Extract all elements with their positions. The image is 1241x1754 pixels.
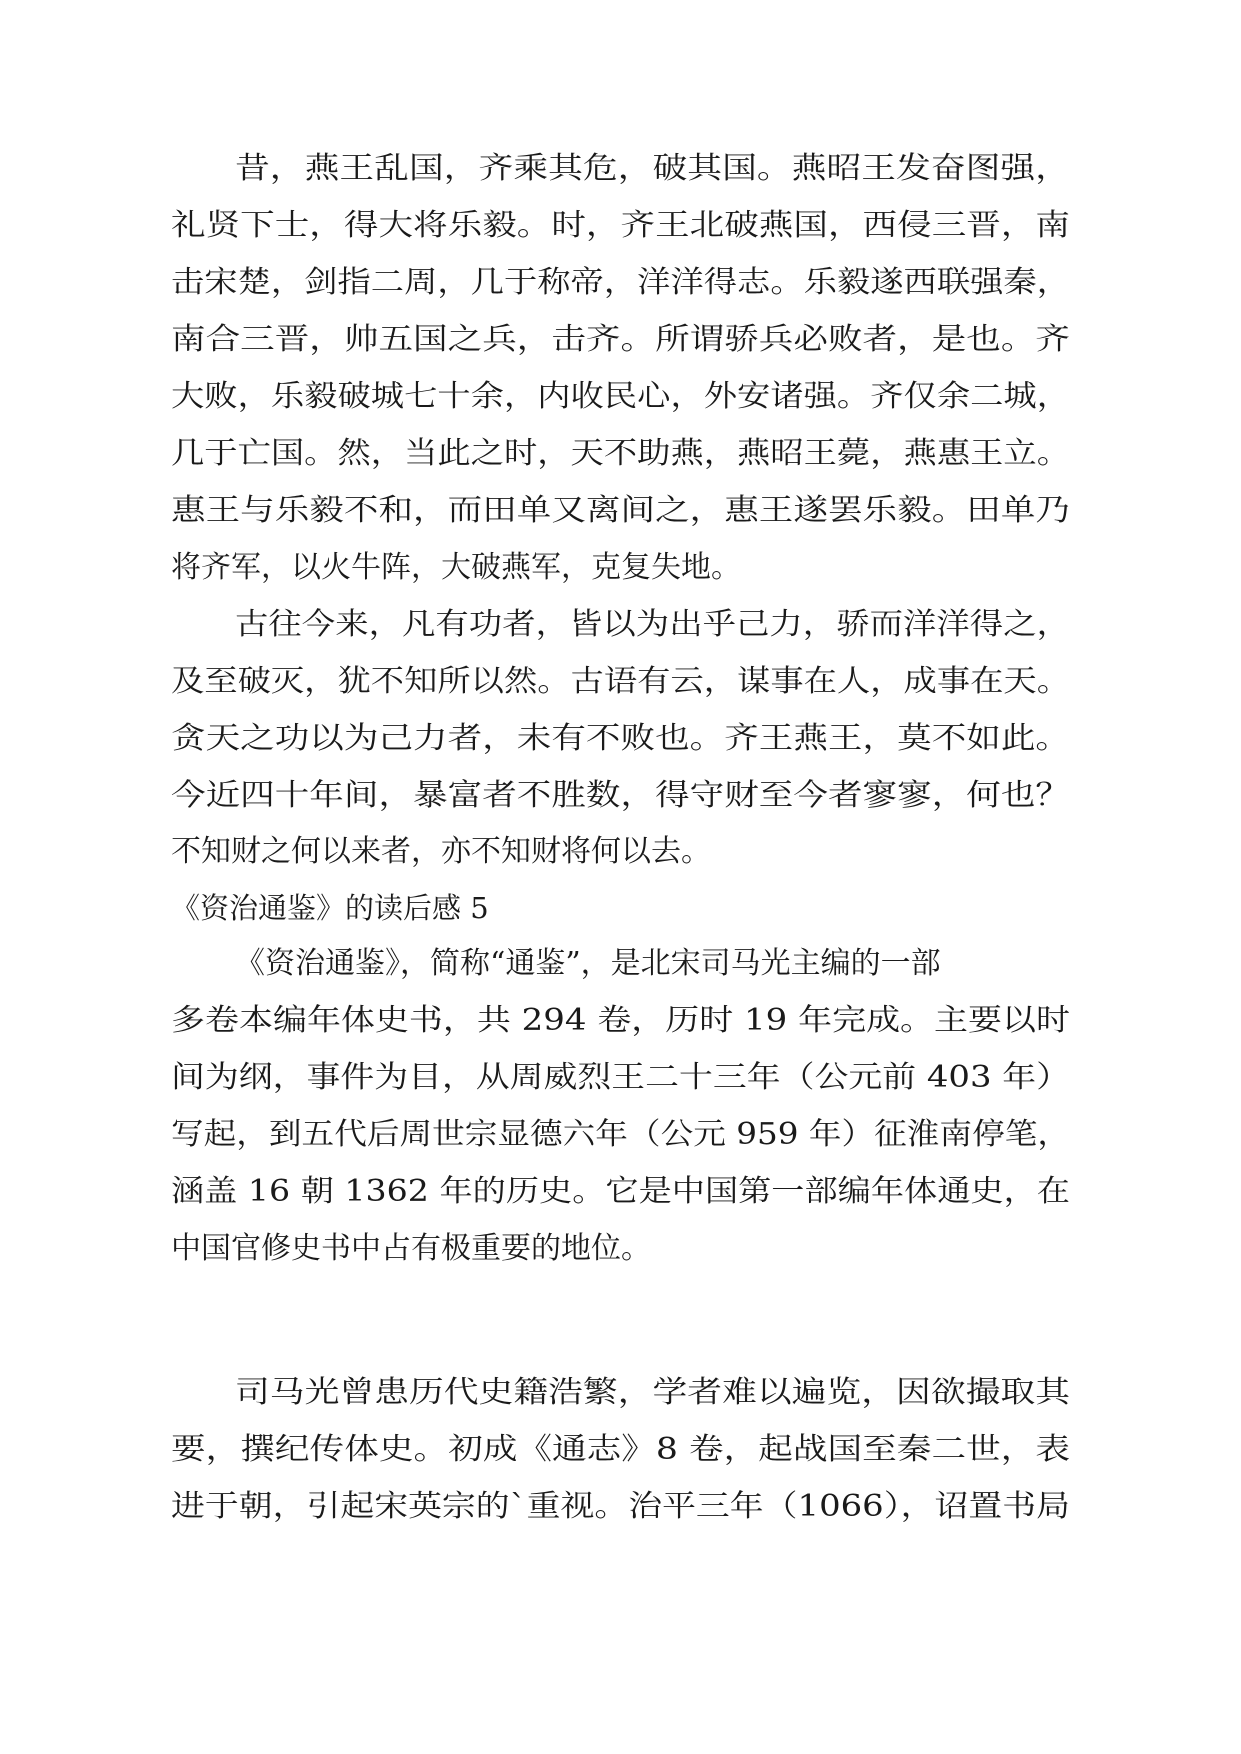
text-line: 及至破灭，犹不知所以然。古语有云，谋事在人，成事在天。 [171, 664, 1070, 699]
text-line: 不知财之何以来者，亦不知财将何以去。 [171, 834, 711, 869]
text-line: 多卷本编年体史书，共 294 卷，历时 19 年完成。主要以时 [171, 1003, 1070, 1038]
section-heading: 《资治通鉴》的读后感 5 [171, 891, 489, 925]
text-line: 大败，乐毅破城七十余，内收民心，外安诸强。齐仅余二城， [171, 379, 1070, 414]
text-line: 要，撰纪传体史。初成《通志》8 卷，起战国至秦二世，表 [171, 1432, 1070, 1467]
text-line: 中国官修史书中占有极重要的地位。 [171, 1231, 651, 1266]
text-line: 古往今来，凡有功者，皆以为出乎己力，骄而洋洋得之， [235, 607, 1070, 642]
text-line: 写起，到五代后周世宗显德六年（公元 959 年）征淮南停笔， [171, 1117, 1070, 1152]
text-line: 惠王与乐毅不和，而田单又离间之，惠王遂罢乐毅。田单乃 [171, 493, 1070, 528]
text-line: 司马光曾患历代史籍浩繁，学者难以遍览，因欲撮取其 [235, 1375, 1070, 1410]
text-line: 南合三晋，帅五国之兵，击齐。所谓骄兵必败者，是也。齐 [171, 322, 1070, 357]
text-line: 击宋楚，剑指二周，几于称帝，洋洋得志。乐毅遂西联强秦， [171, 265, 1070, 300]
text-line: 间为纲，事件为目，从周威烈王二十三年（公元前 403 年） [171, 1060, 1070, 1095]
text-line: 进于朝，引起宋英宗的`重视。治平三年（1066），诏置书局 [171, 1489, 1070, 1524]
text-line: 将齐军，以火牛阵，大破燕军，克复失地。 [171, 550, 741, 585]
text-line: 昔，燕王乱国，齐乘其危，破其国。燕昭王发奋图强， [235, 151, 1070, 186]
text-line: 今近四十年间，暴富者不胜数，得守财至今者寥寥，何也？ [171, 778, 1070, 813]
text-line: 《资治通鉴》，简称“通鉴”，是北宋司马光主编的一部 [235, 946, 941, 981]
text-line: 涵盖 16 朝 1362 年的历史。它是中国第一部编年体通史，在 [171, 1174, 1070, 1209]
text-line: 礼贤下士，得大将乐毅。时，齐王北破燕国，西侵三晋，南 [171, 208, 1070, 243]
text-line: 贪天之功以为己力者，未有不败也。齐王燕王，莫不如此。 [171, 721, 1070, 756]
text-line: 几于亡国。然，当此之时，天不助燕，燕昭王薨，燕惠王立。 [171, 436, 1070, 471]
